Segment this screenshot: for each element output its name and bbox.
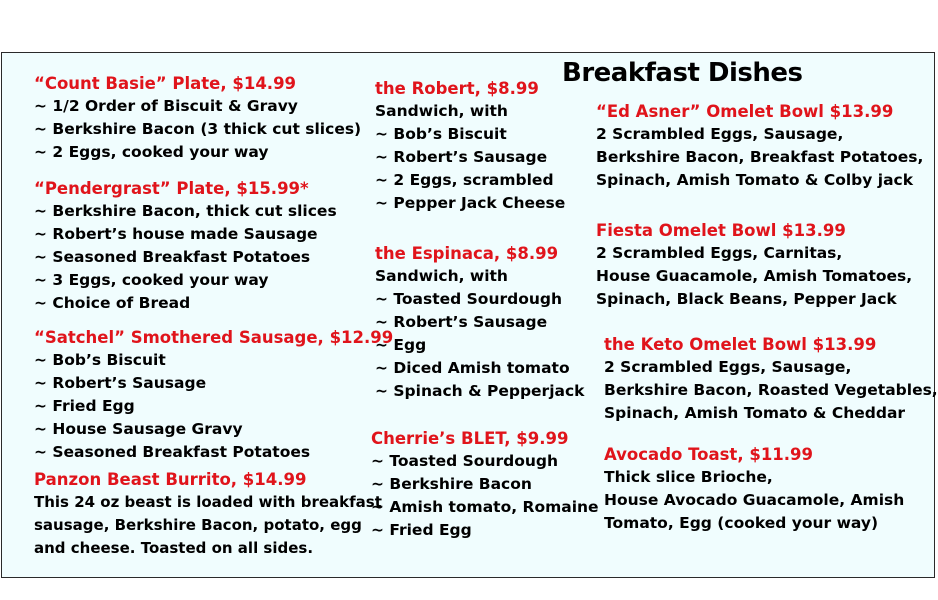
dish-line: ~ 2 Eggs, scrambled (375, 171, 554, 189)
dish-line: ~ Robert’s Sausage (375, 148, 548, 166)
dish-line: Sandwich, with (375, 102, 508, 120)
dish-cherrie (371, 427, 599, 542)
dish-line: 2 Scrambled Eggs, Carnitas, (596, 244, 843, 262)
dish-line: ~ Toasted Sourdough (371, 452, 559, 470)
dish-robert (375, 77, 565, 215)
dish-title: Fiesta Omelet Bowl $13.99 (596, 221, 846, 240)
dish-title: Panzon Beast Burrito, $14.99 (34, 470, 307, 489)
dish-avocado (604, 443, 904, 535)
dish-line: ~ Bob’s Biscuit (34, 351, 166, 369)
dish-line: Thick slice Brioche, (604, 468, 773, 486)
dish-line: ~ Seasoned Breakfast Potatoes (34, 443, 311, 461)
dish-fiesta (596, 219, 912, 311)
dish-pendergrast (34, 177, 337, 315)
dish-line: 2 Scrambled Eggs, Sausage, (596, 125, 844, 143)
dish-line: ~ Robert’s Sausage (34, 374, 207, 392)
dish-line: 2 Scrambled Eggs, Sausage, (604, 358, 852, 376)
dish-line: ~ Toasted Sourdough (375, 290, 563, 308)
dish-line: Spinach, Amish Tomato & Colby jack (596, 171, 914, 189)
dish-line: ~ Pepper Jack Cheese (375, 194, 566, 212)
dish-line: and cheese. Toasted on all sides. (34, 539, 314, 557)
dish-line: Spinach, Amish Tomato & Cheddar (604, 404, 906, 422)
dish-title: Avocado Toast, $11.99 (604, 445, 814, 464)
dish-line: House Avocado Guacamole, Amish (604, 491, 905, 509)
dish-line: ~ Fried Egg (34, 397, 135, 415)
dish-line: ~ 3 Eggs, cooked your way (34, 271, 269, 289)
dish-title: “Ed Asner” Omelet Bowl $13.99 (596, 102, 894, 121)
dish-line: ~ Fried Egg (371, 521, 472, 539)
page-title: Breakfast Dishes (562, 58, 803, 88)
dish-line: House Guacamole, Amish Tomatoes, (596, 267, 913, 285)
dish-line: ~ Berkshire Bacon (3 thick cut slices) (34, 120, 362, 138)
dish-title: Cherrie’s BLET, $9.99 (371, 429, 569, 448)
dish-ed-asner (596, 100, 923, 192)
dish-title: the Espinaca, $8.99 (375, 244, 559, 263)
dish-line: Spinach, Black Beans, Pepper Jack (596, 290, 897, 308)
dish-keto (604, 333, 938, 425)
dish-title: the Robert, $8.99 (375, 79, 539, 98)
dish-line: Sandwich, with (375, 267, 508, 285)
dish-line: ~ 2 Eggs, cooked your way (34, 143, 269, 161)
dish-line: ~ Choice of Bread (34, 294, 191, 312)
dish-line: ~ Berkshire Bacon, thick cut slices (34, 202, 337, 220)
dish-line: Berkshire Bacon, Roasted Vegetables, (604, 381, 938, 399)
dish-line: This 24 oz beast is loaded with breakfast (34, 493, 382, 511)
dish-panzon (34, 468, 382, 560)
dish-line: Tomato, Egg (cooked your way) (604, 514, 879, 532)
dish-line: Berkshire Bacon, Breakfast Potatoes, (596, 148, 924, 166)
dish-line: ~ Seasoned Breakfast Potatoes (34, 248, 311, 266)
dish-line: ~ Egg (375, 336, 427, 354)
dish-line: ~ House Sausage Gravy (34, 420, 243, 438)
dish-line: ~ Spinach & Pepperjack (375, 382, 585, 400)
dish-line: ~ Berkshire Bacon (371, 475, 532, 493)
dish-count-basie (34, 72, 361, 164)
dish-line: ~ Bob’s Biscuit (375, 125, 507, 143)
dish-title: the Keto Omelet Bowl $13.99 (604, 335, 877, 354)
dish-line: ~ Robert’s house made Sausage (34, 225, 318, 243)
dish-satchel (34, 326, 393, 464)
dish-title: “Pendergrast” Plate, $15.99* (34, 179, 309, 198)
dish-line: ~ Robert’s Sausage (375, 313, 548, 331)
dish-title: “Satchel” Smothered Sausage, $12.99 (34, 328, 394, 347)
dish-line: ~ 1/2 Order of Biscuit & Gravy (34, 97, 298, 115)
dish-line: sausage, Berkshire Bacon, potato, egg (34, 516, 362, 534)
dish-line: ~ Amish tomato, Romaine (371, 498, 599, 516)
dish-espinaca (375, 242, 584, 403)
dish-title: “Count Basie” Plate, $14.99 (34, 74, 297, 93)
dish-line: ~ Diced Amish tomato (375, 359, 570, 377)
